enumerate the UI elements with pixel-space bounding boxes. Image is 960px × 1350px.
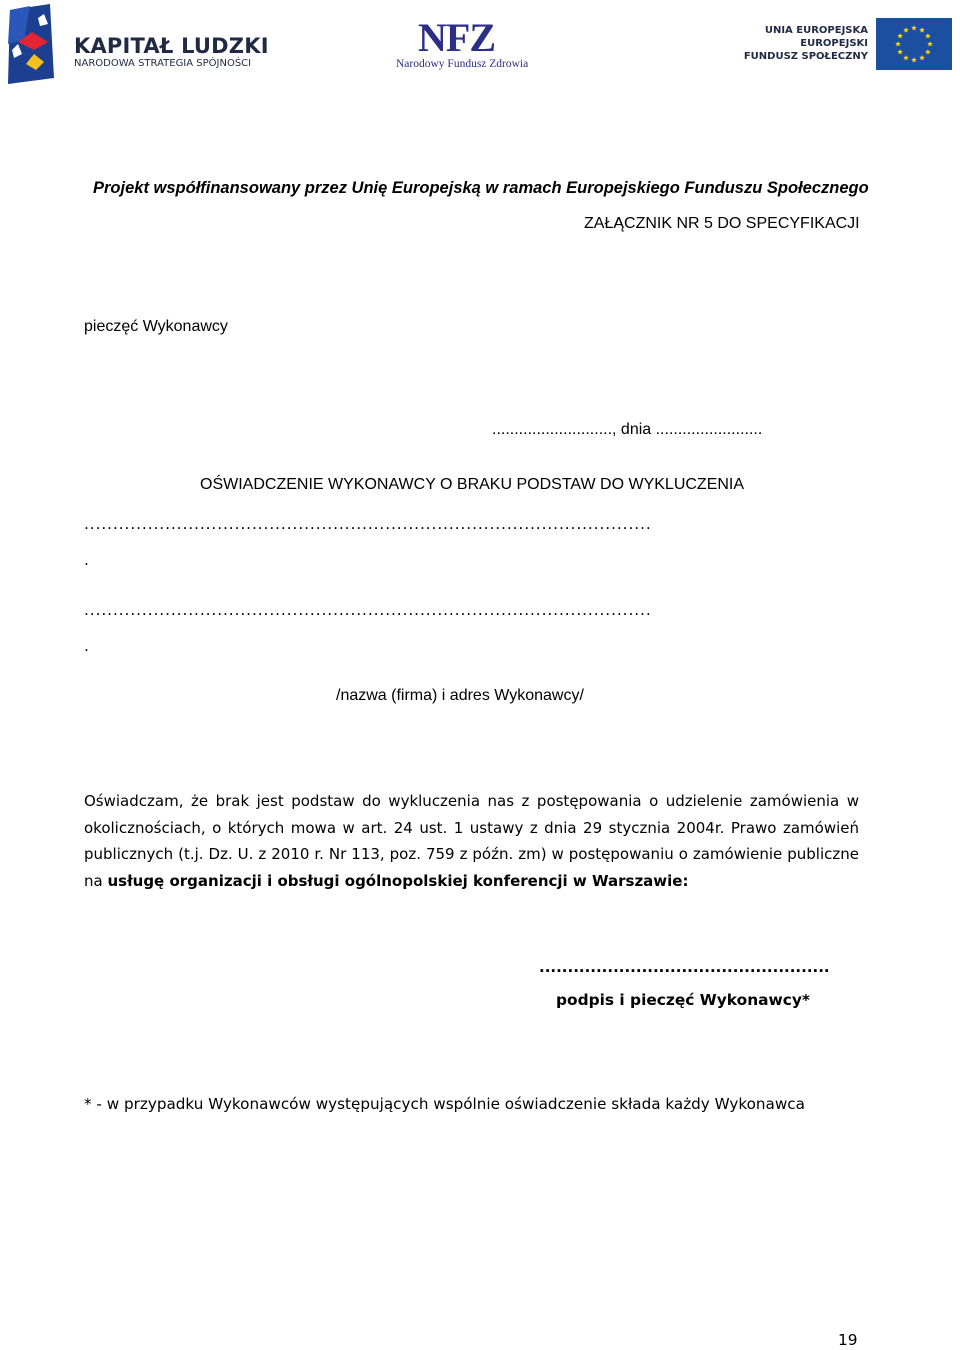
signature-label: podpis i pieczęć Wykonawcy* <box>556 991 810 1009</box>
contractor-name-line-2-end: . <box>84 637 89 655</box>
contractor-name-line-1: .................................................................................................. <box>84 515 652 533</box>
kapital-ludzki-emblem <box>4 4 60 84</box>
eu-flag-icon <box>876 18 952 70</box>
signature-line: ................................................... <box>539 958 830 976</box>
page-number: 19 <box>838 1331 858 1349</box>
kapital-ludzki-subtitle: NARODOWA STRATEGIA SPÓJNOŚCI <box>74 58 252 69</box>
document-title: OŚWIADCZENIE WYKONAWCY O BRAKU PODSTAW DO WYKLUCZENIA <box>200 476 745 493</box>
nfz-mark: NFZ <box>418 15 495 60</box>
eu-line-2: EUROPEJSKI <box>800 38 868 49</box>
eu-line-1: UNIA EUROPEJSKA <box>764 25 868 36</box>
statement-paragraph <box>84 788 859 894</box>
project-cofinancing-line: Projekt współfinansowany przez Unię Europejską w ramach Europejskiego Funduszu Społecznego <box>93 179 869 197</box>
nfz-subtitle: Narodowy Fundusz Zdrowia <box>396 58 529 70</box>
contractor-name-line-1-end: . <box>84 551 89 569</box>
place-date-line: ..........................., dnia ........................ <box>492 421 763 438</box>
statement-bold-subject: usługę organizacji i obsługi ogólnopolskiej konferencji w Warszawie: <box>107 871 689 890</box>
contractor-stamp-label: pieczęć Wykonawcy <box>84 318 228 335</box>
eu-logo <box>743 18 952 72</box>
kapital-ludzki-title: KAPITAŁ LUDZKI <box>74 34 269 58</box>
kapital-ludzki-logo <box>4 4 269 86</box>
eu-line-3: FUNDUSZ SPOŁECZNY <box>743 51 868 62</box>
nfz-logo <box>396 14 536 74</box>
eu-text <box>744 24 868 63</box>
contractor-name-line-2: .................................................................................................. <box>84 601 652 619</box>
statement-text: Oświadczam, że brak jest podstaw do wykluczenia nas z postępowania o udzielenie zamówienia w okolicznościach, o których mowa w art. 24 ust. 1 ustawy z dnia 29 stycznia 2004r. Prawo zamówień publicznych (t.j. Dz. U. z 2010 r. Nr 113, poz. 759 z późn. zm) w postępowaniu o zamówienie publiczne na <box>84 792 859 890</box>
annex-label: ZAŁĄCZNIK NR 5 DO SPECYFIKACJI <box>584 215 860 232</box>
contractor-name-address-label: /nazwa (firma) i adres Wykonawcy/ <box>336 687 584 704</box>
footnote: * - w przypadku Wykonawców występujących wspólnie oświadczenie składa każdy Wykonawca <box>84 1095 805 1113</box>
